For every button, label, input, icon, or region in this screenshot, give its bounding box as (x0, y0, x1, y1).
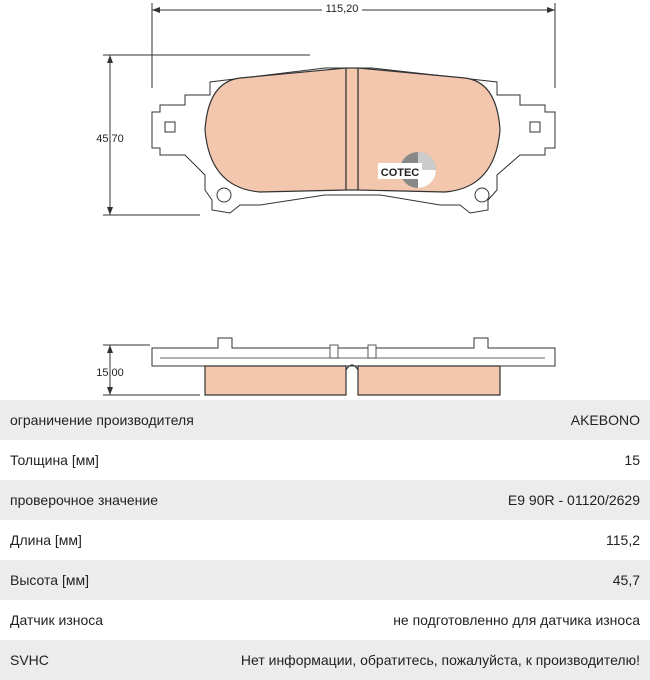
spec-label: Длина [мм] (0, 520, 213, 560)
spec-value: E9 90R - 01120/2629 (213, 480, 650, 520)
table-row (0, 640, 650, 680)
side-friction-pad (205, 366, 500, 395)
side-notch-right (368, 345, 376, 358)
width-dimension-label: 115,20 (325, 3, 359, 15)
side-notch-left (330, 345, 338, 358)
spec-value: AKEBONO (213, 400, 650, 440)
table-row (0, 520, 650, 560)
spec-value: Нет информации, обратитесь, пожалуйста, к производителю! (213, 640, 650, 680)
spec-label: Датчик износа (0, 600, 213, 640)
spec-value: 115,2 (213, 520, 650, 560)
specifications-table (0, 400, 650, 680)
table-row (0, 480, 650, 520)
spec-value: 45,7 (213, 560, 650, 600)
spec-label: SVHC (0, 640, 213, 680)
spec-value: 15 (213, 440, 650, 480)
thickness-dimension-label: 15,00 (96, 367, 124, 379)
side-backing-plate (152, 338, 555, 366)
table-row (0, 560, 650, 600)
right-clip-hole (475, 188, 489, 202)
table-row (0, 600, 650, 640)
spec-label: ограничение производителя (0, 400, 213, 440)
left-mount-hole (165, 122, 175, 132)
friction-pad-left (205, 68, 346, 192)
spec-label: Толщина [мм] (0, 440, 213, 480)
spec-label: проверочное значение (0, 480, 213, 520)
right-mount-hole (530, 122, 540, 132)
table-row (0, 400, 650, 440)
pad-slot (346, 68, 358, 190)
table-row (0, 440, 650, 480)
left-clip-hole (217, 188, 231, 202)
spec-label: Высота [мм] (0, 560, 213, 600)
spec-value: не подготовленно для датчика износа (213, 600, 650, 640)
height-dimension-label: 45,70 (96, 133, 124, 145)
cotec-logo-text: COTEC (380, 167, 420, 179)
